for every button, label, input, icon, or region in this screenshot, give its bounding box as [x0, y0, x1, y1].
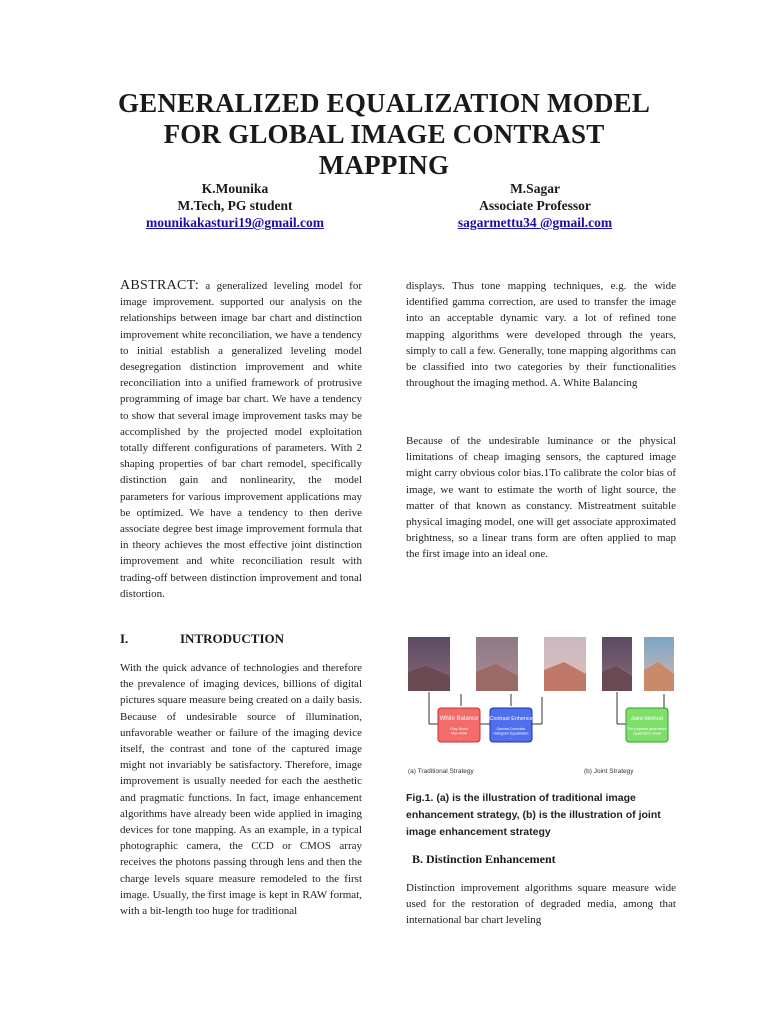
joint-method-label: Joint Method	[630, 716, 664, 722]
author-2-email-link[interactable]: sagarmettu34 @gmail.com	[457, 215, 613, 230]
white-balance-sublabel: Gray World Max-RGB ...	[449, 727, 469, 740]
paper-title	[60, 88, 708, 181]
title-line-2: FOR GLOBAL IMAGE CONTRAST	[163, 119, 605, 149]
figure-1-caption: Fig.1. (a) is the illustration of traditional image enhancement strategy, (b) is the illustration of joint image enhancement strategy	[406, 792, 661, 838]
joint-method-box	[626, 708, 668, 742]
tone-mapping-paragraph	[406, 278, 676, 391]
photo-original	[408, 637, 450, 691]
author-2-role: Associate Professor	[479, 198, 591, 213]
contrast-enhance-box	[489, 708, 532, 742]
author-1	[85, 180, 385, 231]
title-line-1: GENERALIZED EQUALIZATION MODEL	[117, 88, 651, 118]
figure-1-diagram	[406, 632, 676, 780]
author-1-email-link[interactable]: mounikakasturi19@gmail.com	[146, 215, 324, 230]
intro-text: With the quick advance of technologies and therefore the prevalence of imaging devices, billions of digital pictures square measure being created on a daily basis. Because of undesirable source of illumination, unfavorable weather or failure of the imaging device itself, the contrast and tone of the captured image might not invariably be satisfactory. Therefore, image improvement is usually needed for each the aesthetic and pragmatic functions. In fact, image enhancement algorithms have already been wide applied in imaging devices for tone mapping. As an example, in a typical photographic camera, the CCD or CMOS array receives the photons passing through lens and then the charge levels square measure remodeled to the first image. Usually, the first image is kept in RAW format, with a bit-length too huge for traditional	[120, 662, 362, 918]
abstract-heading: ABSTRACT:	[120, 278, 200, 293]
contrast-enhance-label: Contrast Enhence	[489, 716, 533, 722]
photo-contrast-enhanced	[544, 637, 586, 691]
author-1-name: K.Mounika	[201, 181, 269, 196]
section-b-heading: B. Distinction Enhancement	[412, 852, 556, 866]
title-line-3: MAPPING	[318, 150, 450, 180]
contrast-enhance-sublabel: Gamma Correction Histogram Equalization ...	[493, 727, 529, 740]
intro-heading-text: INTRODUCTION	[180, 631, 285, 646]
author-2	[385, 180, 685, 231]
distinction-enhancement-paragraph	[406, 880, 676, 929]
joint-method-sublabel: The proposed generalized equalization model	[627, 727, 667, 736]
introduction-paragraph	[120, 660, 362, 919]
label-traditional-strategy: (a) Traditional Strategy	[408, 768, 474, 775]
figure-1	[406, 632, 676, 780]
abstract-paragraph	[120, 278, 362, 602]
photo-joint-original	[602, 637, 632, 691]
white-balancing-paragraph	[406, 433, 676, 563]
intro-number: I.	[120, 631, 129, 646]
abstract-text: a generalized leveling model for image improvement. supported our analysis on the relationships between image bar chart and distinction improvement white reconciliation, we have a tendency to initial establish a generalized leveling model desegregation distinction improvement and white reconciliation into a unified framework of protrusive programming of image bar chart. We have a tendency to show that several image improvement tasks may be accomplished by the projected model exploitation totally different configurations of parameters. With 2 shaping properties of bar chart remodel, specifically distinction gain and nonlinearity, the model parameters for various improvement applications may be optimized. We have a tendency to then derive associate degree best image improvement formula that in theory achieves the most effective joint distinction improvement and white reconciliation result with trading-off between distinction improvement and tonal distortion.	[120, 280, 362, 600]
right-mid-text: Because of the undesirable luminance or the physical limitations of cheap imaging sensors, the captured image might carry obvious color bias.1To calibrate the color bias of image, we want to estimate the worth of light source, the matter of that known as constancy. Mistreatment suitable physical imaging model, one will get associate approximated brightness, so a linear trans form are often applied to map the first image into an ideal one.	[406, 435, 676, 561]
author-1-role: M.Tech, PG student	[177, 198, 293, 213]
introduction-heading	[120, 631, 362, 647]
photo-joint-result	[644, 637, 674, 691]
white-balance-box	[438, 708, 480, 742]
white-balance-label: White Balance	[439, 716, 479, 722]
right-bottom-text: Distinction improvement algorithms square measure wide used for the restoration of degraded media, among that international bar chart leveling	[406, 882, 676, 927]
author-2-name: M.Sagar	[510, 181, 560, 196]
right-top-text: displays. Thus tone mapping techniques, e.g. the wide identified gamma correction, are used to transfer the image into an acceptable dynamic vary. a lot of refined tone mapping algorithms were developed through the years, simply to call a few. Generally, tone mapping algorithms can be classified into two categories by their functionalities throughout the imaging method. A. White Balancing	[406, 280, 676, 390]
label-joint-strategy: (b) Joint Strategy	[584, 768, 634, 775]
photo-white-balanced	[476, 637, 518, 691]
